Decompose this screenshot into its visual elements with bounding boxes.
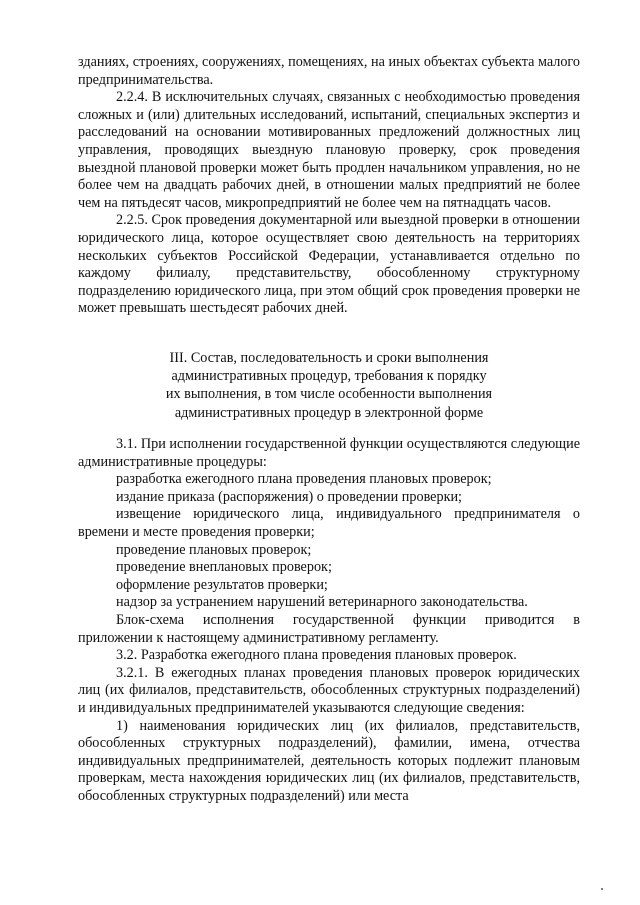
body-section [78,436,580,805]
section-heading-line: административных процедур в электронной форме [174,404,484,421]
section-heading-line: их выполнения, в том числе особенности выполнения [165,386,493,403]
procedure-item: проведение плановых проверок; [116,541,312,558]
section-heading-line: III. Состав, последовательность и сроки выполнения [169,350,489,366]
procedure-item: надзор за устранением нарушений ветеринарного законодательства. [116,594,528,611]
paragraph-continuation: зданиях, строениях, сооружениях, помещениях, на иных объектах субъекта малого предпринимательства. [78,54,580,88]
paragraph-item-1: 1) наименования юридических лиц (их филиалов, представительств, обособленных структурных подразделений), фамилии, имена, отчества индивидуальных предпринимателей, деятельность которых подлежит плановым проверкам, места нахождения юридических лиц (их филиалов, представительств, обособленных структурных подразделений) или места [78,717,580,804]
section-heading-line: административных процедур, требования к порядку [171,368,487,385]
paragraph-3-2-1: 3.2.1. В ежегодных планах проведения плановых проверок юридических лиц (их филиалов, представительств, обособленных структурных подразделений) и индивидуальных предпринимателей указываются следующие сведения: [78,664,580,716]
paragraph-3-2: 3.2. Разработка ежегодного плана проведения плановых проверок. [116,647,517,664]
paragraph-2-2-4: 2.2.4. В исключительных случаях, связанных с необходимостью проведения сложных и (или) длительных исследований, испытаний, специальных экспертиз и расследований на основании мотивированных предложений должностных лиц управления, проводящих выездную плановую проверку, срок проведения выездной плановой проверки может быть продлен начальником управления, но не более чем на двадцать рабочих дней, в отношении малых предприятий не более чем на пятьдесят часов, микропредприятий не более чем на пятнадцать часов. [78,89,580,211]
scan-speck [601,888,603,890]
procedure-item: оформление результатов проверки; [116,576,328,593]
top-section [78,54,580,318]
paragraph-block-scheme: Блок-схема исполнения государственной функции приводится в приложении к настоящему административному регламенту. [78,611,580,646]
procedure-item: извещение юридического лица, индивидуального предпринимателя о времени и месте проведения проверки; [78,506,580,540]
section-heading [78,349,580,422]
paragraph-2-2-5: 2.2.5. Срок проведения документарной или выездной проверки в отношении юридического лица, которое осуществляет свою деятельность на территориях нескольких субъектов Российской Федерации, устанавливается отдельно по каждому филиалу, представительству, обособленному структурному подразделению юридического лица, при этом общий срок проведения проверки не может превышать шестьдесят рабочих дней. [78,212,580,317]
procedure-item: проведение внеплановых проверок; [116,559,332,576]
procedure-item: издание приказа (распоряжения) о проведении проверки; [116,488,462,505]
paragraph-3-1: 3.1. При исполнении государственной функции осуществляются следующие административные процедуры: [78,436,580,470]
procedure-item: разработка ежегодного плана проведения плановых проверок; [116,471,492,488]
